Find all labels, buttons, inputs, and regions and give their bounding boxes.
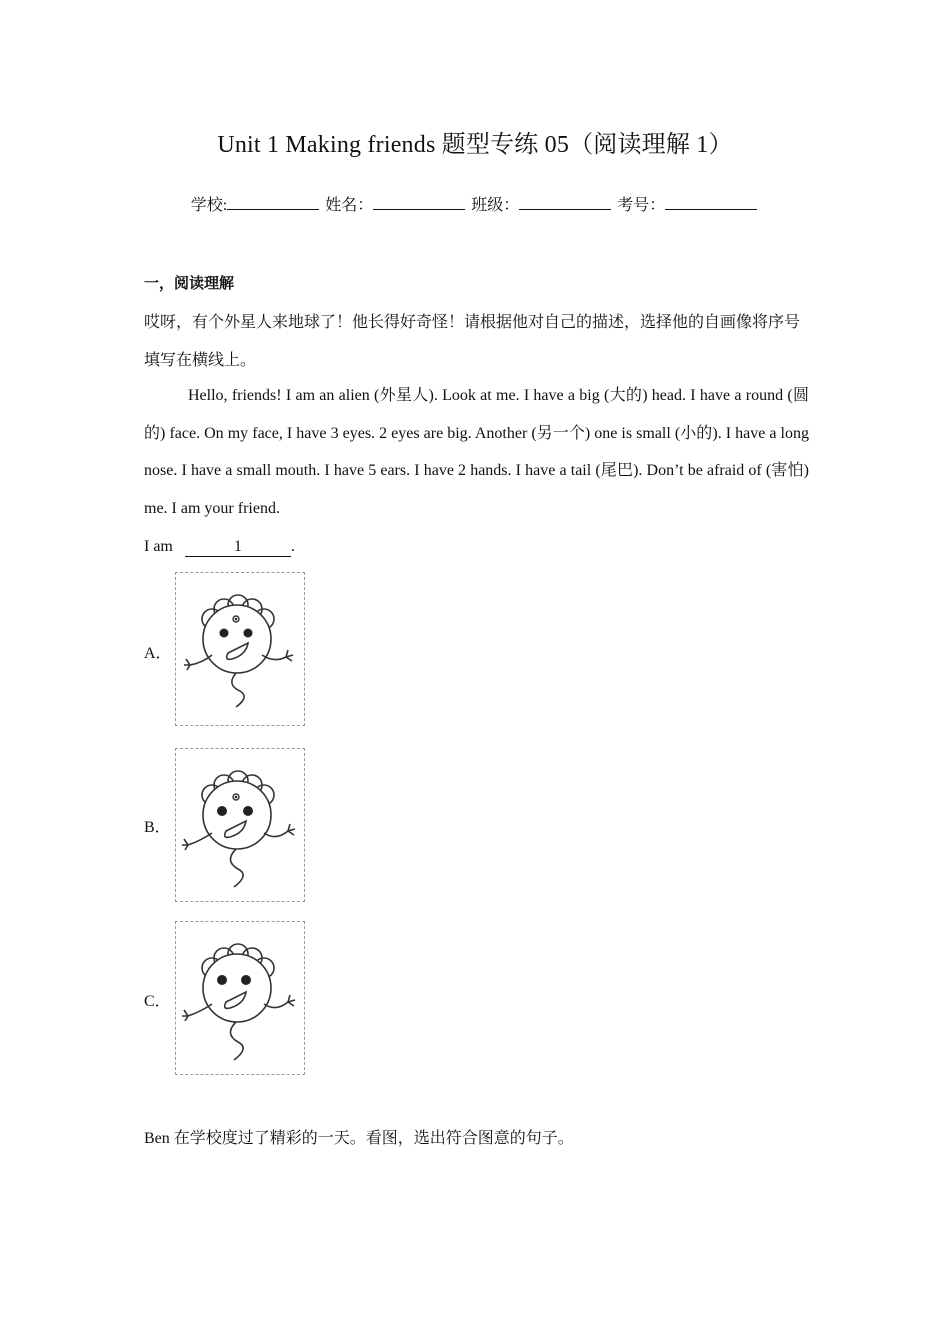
page-title: Unit 1 Making friends 题型专练 05（阅读理解 1） — [217, 132, 733, 158]
number-label: 考号： — [617, 197, 666, 214]
number-blank[interactable] — [665, 197, 757, 210]
instruction-text: 哎呀，有个外星人来地球了！他长得好奇怪！请根据他对自己的描述，选择他的自画像将序号填写在横线上。 — [144, 314, 801, 369]
answer-suffix: . — [290, 538, 295, 555]
class-label: 班级： — [471, 197, 520, 214]
answer-blank[interactable] — [185, 538, 291, 557]
student-info-line — [0, 192, 950, 215]
alien-c-drawing — [176, 922, 304, 1074]
option-b-label[interactable]: B． — [144, 819, 171, 836]
answer-line — [144, 528, 809, 566]
name-label: 姓名： — [325, 197, 374, 214]
option-c-label[interactable]: C． — [144, 993, 171, 1010]
option-a-image[interactable] — [175, 572, 305, 726]
class-blank[interactable] — [519, 197, 611, 210]
name-blank[interactable] — [373, 197, 465, 210]
option-b-image[interactable] — [175, 748, 305, 902]
section-heading: 一，阅读理解 — [144, 274, 235, 292]
school-blank[interactable] — [227, 197, 319, 210]
answer-prefix: I am — [144, 538, 173, 555]
school-label: 学校: — [190, 197, 228, 214]
next-question-text: Ben 在学校度过了精彩的一天。看图，选出符合图意的句子。 — [144, 1130, 574, 1147]
alien-b-drawing — [176, 749, 304, 901]
answer-blank-number: 1 — [233, 538, 242, 555]
option-c-image[interactable] — [175, 921, 305, 1075]
option-a-label[interactable]: A． — [144, 645, 172, 662]
reading-passage: Hello, friends! I am an alien (外星人). Look at me. I have a big (大的) head. I have a round (圆的) face. On my face, I have 3 eyes. 2 eyes are big. Another (另一个) one is small (小的). I have a long nose. I have a small mouth. I have 5 ears. I have 2 hands. I have a tail (尾巴). Don’t be afraid of (害怕) me. I am your friend. — [144, 387, 809, 517]
alien-a-drawing — [176, 573, 304, 725]
